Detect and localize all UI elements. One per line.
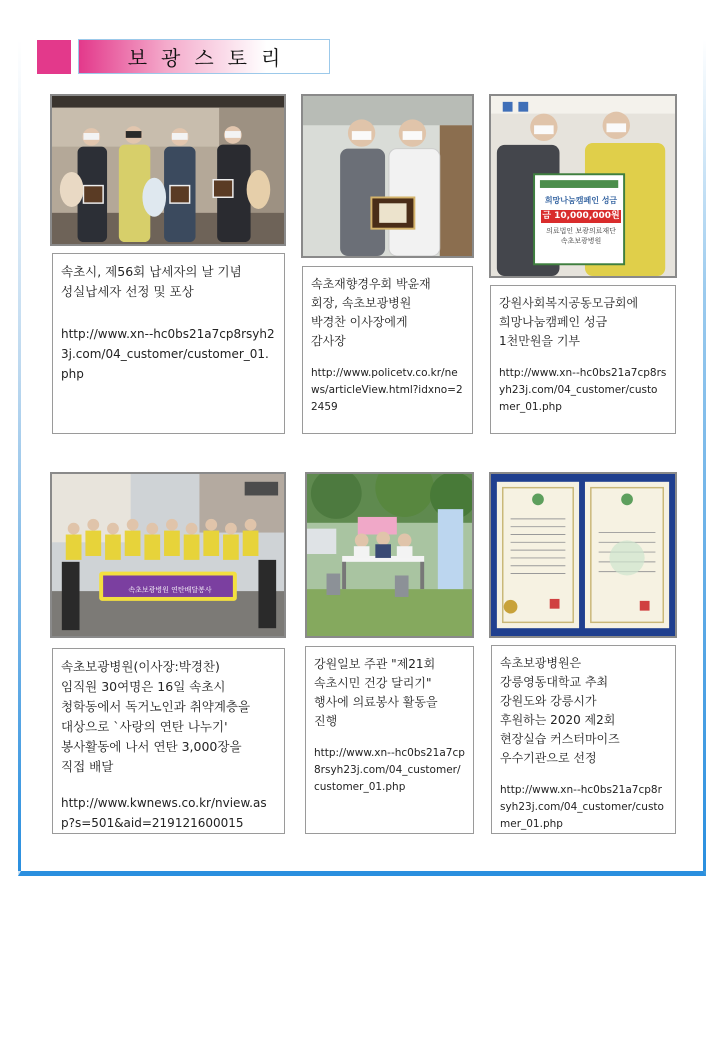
story-card-4: [52, 648, 285, 834]
story-card-6: [491, 645, 676, 834]
story-card-1: [52, 253, 285, 434]
story-card-3: [490, 285, 676, 434]
story-title: 속초보광병원은 강릉영동대학교 추최 강원도와 강릉시가 후원하는 2020 제2회 현장실습 커스터마이즈 우수기관으로 선정: [500, 656, 620, 765]
story-title: 강원사회복지공동모금회에 희망나눔캠페인 성금 1천만원을 기부: [499, 296, 639, 348]
page-title: 보광스토리: [127, 46, 295, 70]
story-link[interactable]: http://www.kwnews.co.kr/nview.asp?s=501&aid=219121600015: [61, 796, 267, 830]
story-title: 속초시, 제56회 납세자의 날 기념 성실납세자 선정 및 포상: [61, 264, 242, 299]
photo-taxpayer-award: [50, 94, 286, 246]
photo-donation-board: [489, 94, 677, 278]
title-bar: [78, 39, 330, 74]
story-title: 속초재향경우회 박윤재 회장, 속초보광병원 박경찬 이사장에게 감사장: [311, 277, 431, 348]
photo-briquette-volunteers: [50, 472, 286, 638]
volunteer-banner-text: 속초보광병원 연탄배달봉사: [128, 586, 212, 594]
story-link[interactable]: http://www.xn--hc0bs21a7cp8rsyh23j.com/04_customer/customer_01.php: [61, 327, 275, 381]
story-link[interactable]: http://www.policetv.co.kr/news/articleView.html?idxno=22459: [311, 367, 463, 413]
story-link[interactable]: http://www.xn--hc0bs21a7cp8rsyh23j.com/04_customer/customer_01.php: [500, 784, 664, 830]
story-card-2: [302, 266, 473, 434]
photo-appreciation-plaque: [301, 94, 474, 258]
story-card-5: [305, 646, 474, 834]
photo-certificate: [489, 472, 677, 638]
title-accent-square: [37, 40, 71, 74]
donation-board-text: [537, 195, 625, 246]
photo-health-run-booth: [305, 472, 474, 638]
story-title: 강원일보 주관 "제21회 속초시민 건강 달리기" 행사에 의료봉사 활동을 진행: [314, 657, 438, 728]
story-title: 속초보광병원(이사장:박경찬) 임직원 30여명은 16일 속초시 청학동에서 독거노인과 취약계층을 대상으로 `사랑의 연탄 나누기' 봉사활동에 나서 연탄 3,000장을 직접 배달: [61, 659, 251, 774]
story-link[interactable]: http://www.xn--hc0bs21a7cp8rsyh23j.com/04_customer/customer_01.php: [314, 747, 465, 793]
story-link[interactable]: http://www.xn--hc0bs21a7cp8rsyh23j.com/04_customer/customer_01.php: [499, 367, 667, 413]
donation-board-from: 의료법인 보광의료재단 속초보광병원: [546, 227, 616, 245]
donation-board-amount: 금 10,000,000원: [542, 211, 620, 221]
donation-board-title: 희망나눔캠페인 성금: [544, 196, 618, 205]
